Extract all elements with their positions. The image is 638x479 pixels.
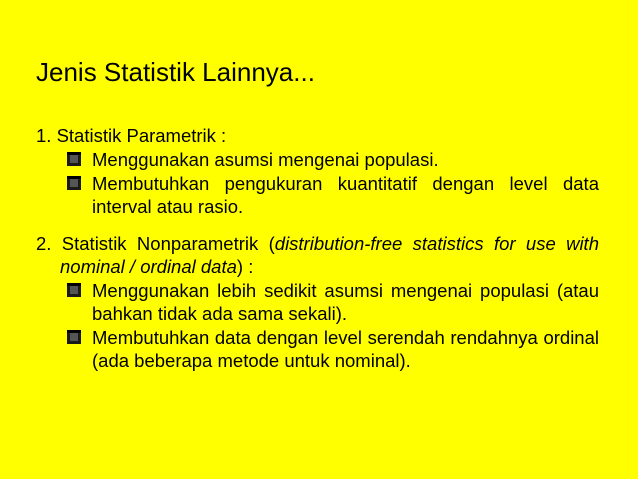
square-bullet-icon (66, 175, 82, 191)
heading-suffix: ) : (236, 256, 254, 277)
bullet-list-parametric (36, 148, 599, 218)
square-bullet-icon (66, 151, 82, 167)
bullet-text: Membutuhkan pengukuran kuantitatif dengan level data interval atau rasio. (92, 173, 599, 217)
section-nonparametric (36, 232, 599, 372)
heading-italic: distribution-free statistics for use with nominal / ordinal data (60, 233, 599, 277)
list-item (36, 148, 599, 171)
bullet-text: Menggunakan asumsi mengenai populasi. (92, 149, 439, 170)
bullet-text: Menggunakan lebih sedikit asumsi mengenai populasi (atau bahkan tidak ada sama sekali). (92, 280, 599, 324)
slide-title: Jenis Statistik Lainnya... (36, 57, 315, 87)
square-bullet-icon (66, 329, 82, 345)
heading-prefix: 2. Statistik Nonparametrik ( (36, 233, 275, 254)
section-parametric (36, 124, 599, 218)
section-heading-parametric: 1. Statistik Parametrik : (36, 125, 227, 146)
square-bullet-icon (66, 282, 82, 298)
bullet-list-nonparametric (36, 279, 599, 372)
list-item (36, 326, 599, 372)
bullet-text: Membutuhkan data dengan level serendah rendahnya ordinal (ada beberapa metode untuk nominal). (92, 327, 599, 371)
list-item (36, 172, 599, 218)
slide-content (36, 124, 599, 372)
section-heading-nonparametric (36, 232, 599, 278)
list-item (36, 279, 599, 325)
